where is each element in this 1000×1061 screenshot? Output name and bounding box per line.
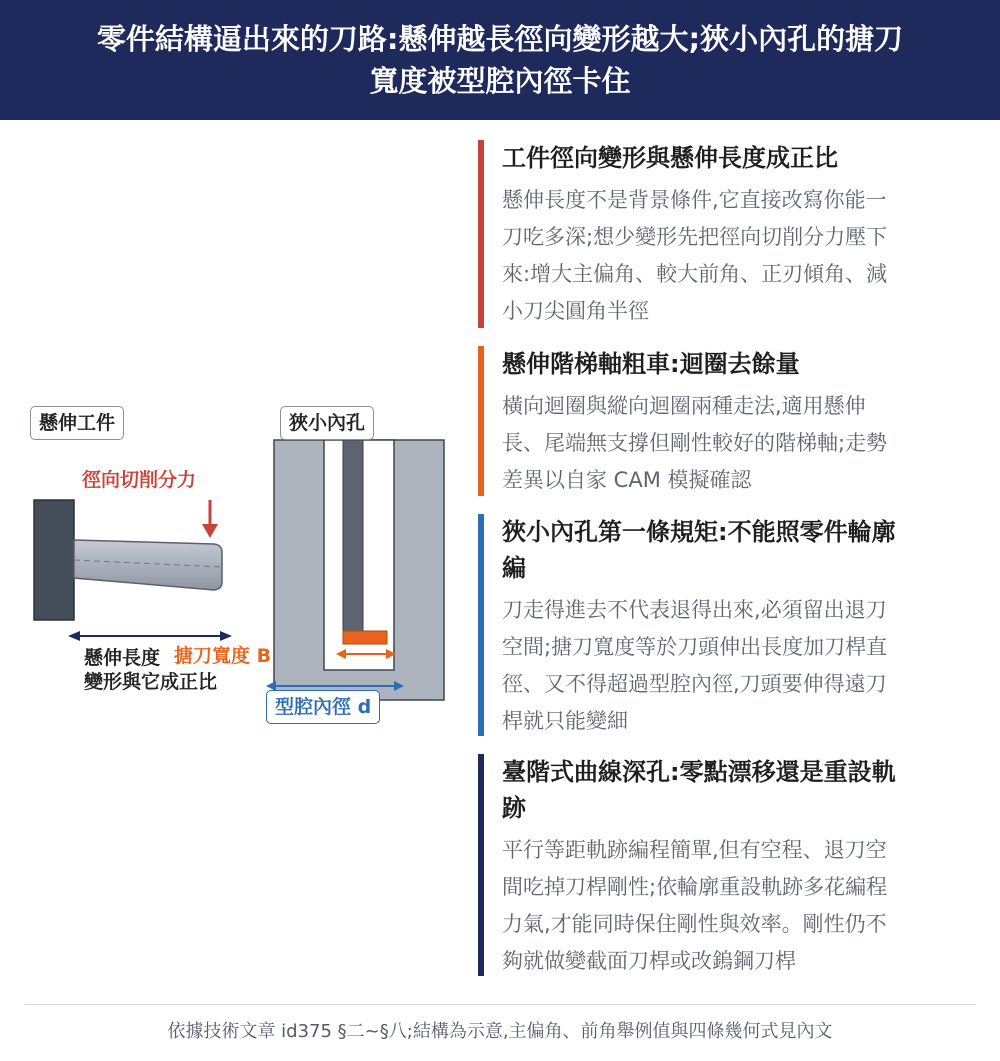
cavity-diameter-label: 型腔內徑 d [266, 690, 380, 724]
body-line: 間吃掉刀桿剛性;依輪廓重設軌跡多花編程 [502, 875, 888, 899]
section-title [502, 754, 978, 826]
proportional-label: 變形與它成正比 [84, 671, 218, 693]
section-bar [478, 514, 484, 736]
boring-tool-head [343, 631, 387, 644]
diagram-graphic [0, 120, 470, 1000]
length-arrow-right [220, 631, 232, 641]
section-title: 懸伸階梯軸粗車:迴圈去餘量 [502, 350, 800, 378]
footer-divider [24, 1004, 976, 1005]
body-line: 小刀尖圓角半徑 [502, 299, 649, 323]
section-body [502, 182, 978, 330]
narrow-bore-label: 狹小內孔 [280, 406, 374, 440]
section-body [502, 832, 978, 980]
boring-bar [343, 440, 363, 632]
section-title: 工件徑向變形與懸伸長度成正比 [502, 144, 838, 172]
boring-width-label: 搪刀寬度 B [174, 645, 272, 667]
section-bar [478, 754, 484, 976]
section-bar [478, 140, 484, 328]
radial-force-label: 徑向切削分力 [82, 469, 197, 491]
body-line: 徑、又不得超過型腔內徑,刀頭要伸得遠刀 [502, 672, 887, 696]
overhang-shaft [74, 540, 222, 590]
title-line: 狹小內孔第一條規矩:不能照零件輪廓 [502, 518, 896, 546]
title-line-1: 零件結構逼出來的刀路:懸伸越長徑向變形越大;狹小內孔的搪刀 [96, 22, 904, 56]
title-line: 臺階式曲線深孔:零點漂移還是重設軌 [502, 758, 896, 786]
title-line: 編 [502, 554, 526, 582]
body-line: 差異以自家 CAM 模擬確認 [502, 468, 752, 492]
section-narrow-bore [478, 514, 978, 736]
length-arrow-left [68, 631, 80, 641]
chuck [34, 500, 74, 620]
title-line-2: 寬度被型腔內徑卡住 [369, 64, 631, 98]
body-line: 空間;搪刀寬度等於刀頭伸出長度加刀桿直 [502, 635, 888, 659]
body-line: 夠就做變截面刀桿或改鎢鋼刀桿 [502, 949, 796, 973]
overhang-workpiece-label: 懸伸工件 [30, 406, 124, 440]
overhang-length-label: 懸伸長度 [84, 647, 161, 669]
footer-note: 依據技術文章 id375 §二~§八;結構為示意,主偏角、前角舉例值與四條幾何式見內文 [167, 1021, 833, 1042]
body-line: 懸伸長度不是背景條件,它直接改寫你能一 [502, 188, 887, 212]
section-radial-deflection [478, 140, 978, 328]
body-line: 力氣,才能同時保住剛性與效率。剛性仍不 [502, 912, 887, 936]
section-bar [478, 346, 484, 496]
section-deep-hole [478, 754, 978, 976]
body-line: 刀走得進去不代表退得出來,必須留出退刀 [502, 598, 887, 622]
section-body [502, 388, 978, 499]
body-line: 來:增大主偏角、較大前角、正刃傾角、減 [502, 262, 888, 286]
body-line: 桿就只能變細 [502, 709, 628, 733]
body-line: 刀吃多深;想少變形先把徑向切削分力壓下 [502, 225, 888, 249]
header [0, 0, 1000, 120]
section-title [502, 514, 978, 586]
body-line: 橫向迴圈與縱向迴圈兩種走法,適用懸伸 [502, 394, 866, 418]
radial-force-arrowhead [202, 524, 218, 538]
section-stepped-shaft [478, 346, 978, 496]
title-line: 跡 [502, 794, 526, 822]
body-line: 長、尾端無支撐但剛性較好的階梯軸;走勢 [502, 431, 888, 455]
body-line: 平行等距軌跡編程簡單,但有空程、退刀空 [502, 838, 887, 862]
diagram [0, 120, 470, 1000]
section-body [502, 592, 978, 740]
